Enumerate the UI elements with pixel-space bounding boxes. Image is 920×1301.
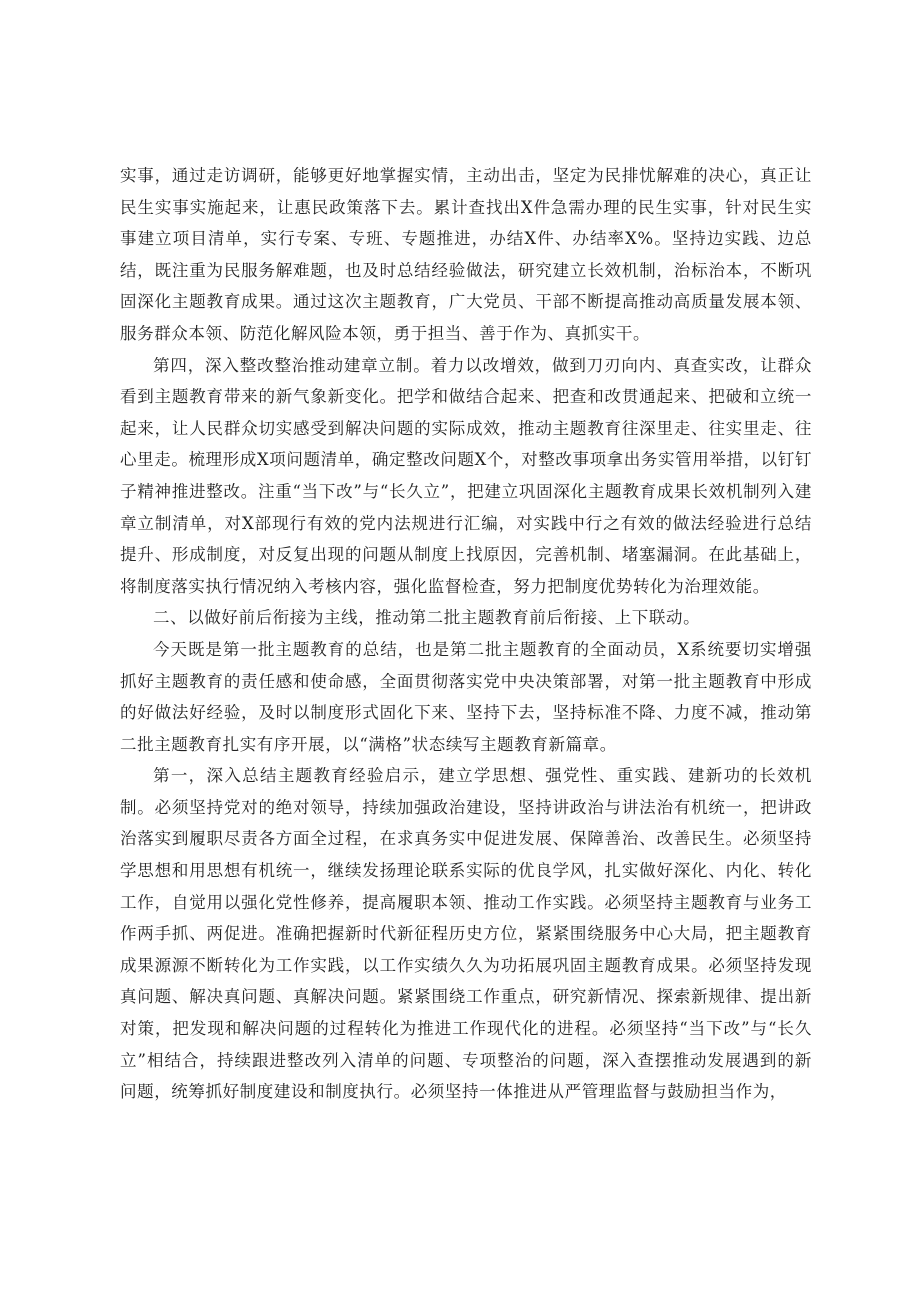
paragraph-section-intro: 今天既是第一批主题教育的总结，也是第二批主题教育的全面动员，X系统要切实增强抓好主题教育的责任感和使命感，全面贯彻落实党中央决策部署，对第一批主题教育中形成的好做法好经验，及时以制度形式固化下来、坚持下去，坚持标准不降、力度不减，推动第二批主题教育扎实有序开展，以“满格”状态续写主题教育新篇章。 xyxy=(120,639,812,754)
paragraph-continuation: 实事，通过走访调研，能够更好地掌握实情，主动出击，坚定为民排忧解难的决心，真正让民生实事实施起来，让惠民政策落下去。累计查找出X件急需办理的民生实事，针对民生实事建立项目清单，实行专案、专班、专题推进，办结X件、办结率X%。坚持边实践、边总结，既注重为民服务解难题，也及时总结经验做法，研究建立长效机制，治标治本，不断巩固深化主题教育成果。通过这次主题教育，广大党员、干部不断提高推动高质量发展本领、服务群众本领、防范化解风险本领，勇于担当、善于作为、真抓实干。 xyxy=(120,166,812,343)
section-heading-two: 二、以做好前后衔接为主线，推动第二批主题教育前后衔接、上下联动。 xyxy=(153,608,701,628)
paragraph-first-point: 第一，深入总结主题教育经验启示，建立学思想、强党性、重实践、建新功的长效机制。必须坚持党对的绝对领导，持续加强政治建设，坚持讲政治与讲法治有机统一，把讲政治落实到履职尽责各方面全过程，在求真务实中促进发展、保障善治、改善民生。必须坚持学思想和用思想有机统一，继续发扬理论联系实际的优良学风，扎实做好深化、内化、转化工作，自觉用以强化党性修养，提高履职本领、推动工作实践。必须坚持主题教育与业务工作两手抓、两促进。准确把握新时代新征程历史方位，紧紧围绕服务中心大局，把主题教育成果源源不断转化为工作实践，以工作实绩久久为功拓展巩固主题教育成果。必须坚持发现真问题、解决真问题、真解决问题。紧紧围绕工作重点，研究新情况、探索新规律、提出新对策，把发现和解决问题的过程转化为推进工作现代化的进程。必须坚持“当下改”与“长久立”相结合，持续跟进整改列入清单的问题、专项整治的问题，深入查摆推动发展遇到的新问题，统筹抓好制度建设和制度执行。必须坚持一体推进从严管理监督与鼓励担当作为， xyxy=(120,766,812,1102)
document-body xyxy=(120,160,812,1108)
paragraph-fourth-point: 第四，深入整改整治推动建章立制。着力以改增效，做到刀刃向内、真查实改，让群众看到主题教育带来的新气象新变化。把学和做结合起来、把查和改贯通起来、把破和立统一起来，让人民群众切实感受到解决问题的实际成效，推动主题教育往深里走、往实里走、往心里走。梳理形成X项问题清单，确定整改问题X个，对整改事项拿出务实管用举措，以钉钉子精神推进整改。注重“当下改”与“长久立”，把建立巩固深化主题教育成果长效机制列入建章立制清单，对X部现行有效的党内法规进行汇编，对实践中行之有效的做法经验进行总结提升、形成制度，对反复出现的问题从制度上找原因，完善机制、堵塞漏洞。在此基础上，将制度落实执行情况纳入考核内容，强化监督检查，努力把制度优势转化为治理效能。 xyxy=(120,355,812,596)
